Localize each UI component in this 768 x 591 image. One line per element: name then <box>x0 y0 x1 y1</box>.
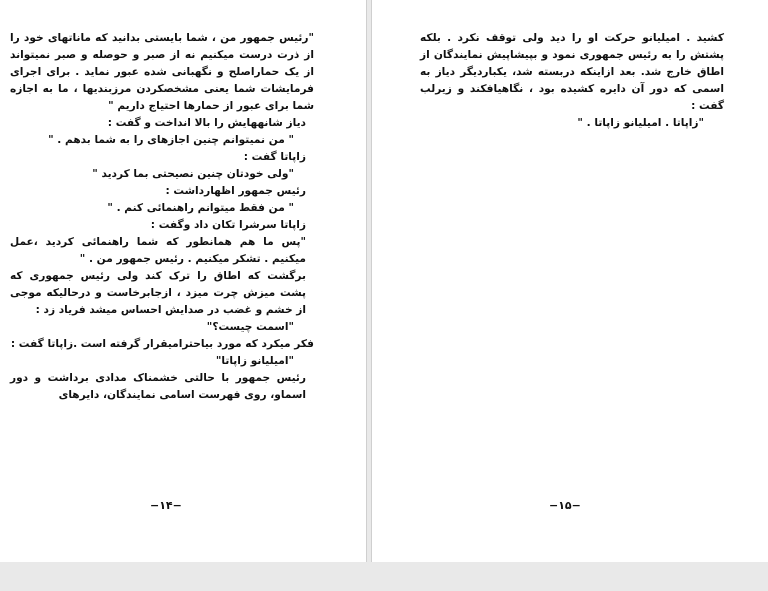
paragraph: زاپاتا سرشرا تکان داد وگفت : <box>150 219 306 231</box>
left-page-text <box>10 30 314 404</box>
paragraph: "اسمت چیست؟" <box>206 321 294 333</box>
paragraph: "زاپاتا . امیلیانو زاپاتا . " <box>577 117 704 129</box>
paragraph: " من فقط میتوانم راهنمائی کنم . " <box>107 202 294 214</box>
page-number: −۱۴− <box>150 499 182 512</box>
paragraph: "امیلیانو زاپاتا" <box>215 355 294 367</box>
right-page-text <box>420 30 724 132</box>
paragraph: رئیس جمهور با حالتی خشمناک مدادی برداشت و دور اسماو، روی فهرست اسامی نمایندگان، دایرهای <box>10 372 306 401</box>
paragraph: "پس ما هم همانطور که شما راهنمائی کردید ،عمل میکنیم . تشکر میکنیم . رئیس جمهور من . " <box>10 236 306 265</box>
paragraph: کشید . امیلیانو حرکت او را دید ولی توقف نکرد . بلکه پشتش را به رئیس جمهوری نمود و بپیشاپیش نمایندگان از اطاق خارج شد. بعد ازاینکه دربسته شد، یکباردیگر دیاز به اسمی که دور آن دایره کشیده بود ، نگاهیافکند و زیرلب گفت : <box>420 32 724 112</box>
paragraph: "رئیس جمهور من ، شما بایستی بدانید که ماناتهای خود را از ذرت درست میکنیم نه از صبر و حوصله و صبر نمیتواند از یک حماراصلح و نگهبانی شده عبور نماید . برای اجرای فرمایشات شما یعنی مشخصکردن مرزبندیها ، ما به اجازه شما برای عبور از حمارها احتیاج داریم " <box>10 32 314 112</box>
paragraph: برگشت که اطاق را ترک کند ولی رئیس جمهوری که پشت میزش چرت میزد ، ازجابرخاست و درحالیکه موجی از خشم و غضب در صدایش احساس میشد فریاد زد : <box>10 270 306 316</box>
paragraph: "ولی خودتان چنین نصیحتی بما کردید " <box>92 168 294 180</box>
left-page <box>0 0 367 562</box>
paragraph: " من نمیتوانم چنین اجازهای را به شما بدهم . " <box>48 134 294 146</box>
page-number: −۱۵− <box>549 499 581 512</box>
paragraph: زاپاتا گفت : <box>243 151 306 163</box>
paragraph: فکر میکرد که مورد بیاحترامیقرار گرفته است .زاپاتا گفت : <box>10 338 314 350</box>
paragraph: دیاز شانههایش را بالا انداخت و گفت : <box>107 117 306 129</box>
right-page <box>371 0 768 562</box>
paragraph: رئیس جمهور اظهارداشت : <box>165 185 306 197</box>
